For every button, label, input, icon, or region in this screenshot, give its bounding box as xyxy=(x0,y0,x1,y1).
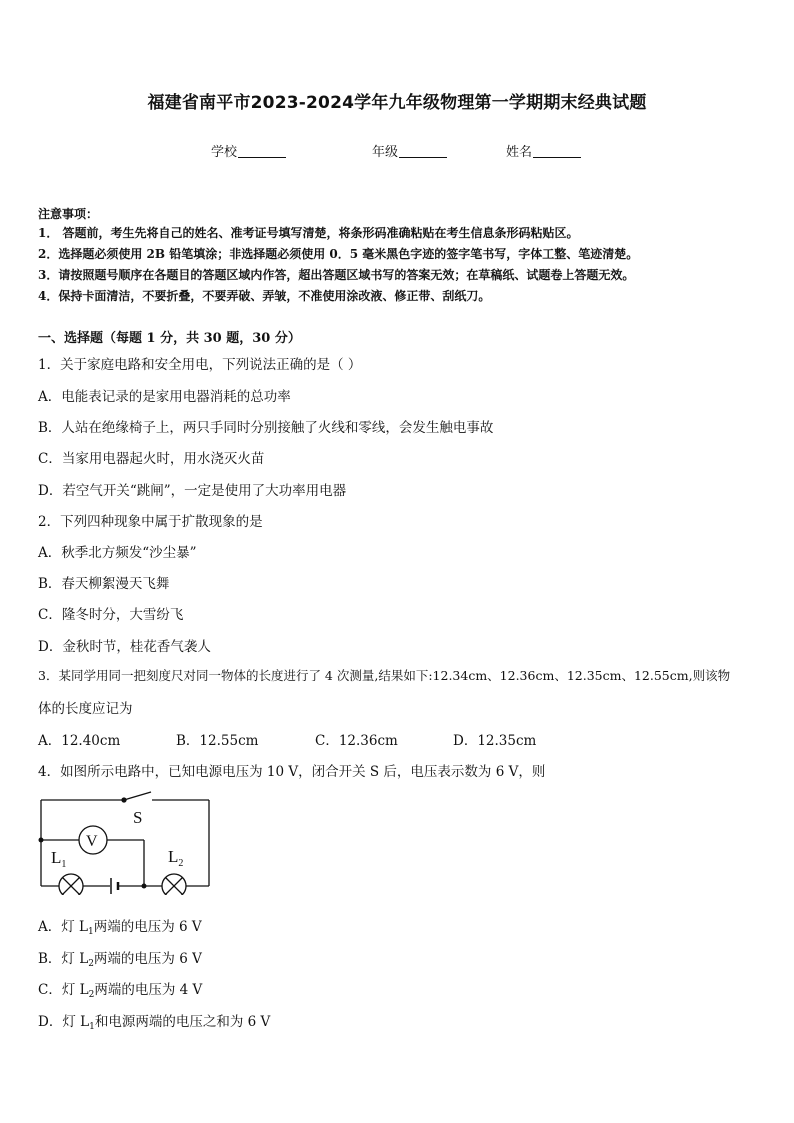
q3-option-d: D．12.35cm xyxy=(453,733,537,749)
q2-option-c: C．隆冬时分，大雪纷飞 xyxy=(38,607,184,623)
grade-label: 年级 xyxy=(372,145,399,160)
notice-item: 1． 答题前，考生先将自己的姓名、准考证号填写清楚，将条形码准确粘贴在考生信息条形码粘贴区。 xyxy=(38,226,579,240)
name-field xyxy=(506,141,581,160)
circuit-diagram xyxy=(34,790,214,895)
q2-option-a: A．秋季北方频发“沙尘暴” xyxy=(38,545,197,561)
q1-stem: 1．关于家庭电路和安全用电，下列说法正确的是（ ） xyxy=(38,357,362,373)
q1-option-b: B．人站在绝缘椅子上，两只手同时分别接触了火线和零线，会发生触电事故 xyxy=(38,420,494,436)
voltmeter-label: V xyxy=(86,833,98,850)
lamp-l1-label: $L_1$ xyxy=(51,848,67,870)
grade-blank xyxy=(399,145,447,158)
q4-option-a: A．灯 $L_1$两端的电压为 6 V xyxy=(38,919,202,937)
q1-option-c: C．当家用电器起火时，用水浇灭火苗 xyxy=(38,451,265,467)
school-field xyxy=(211,141,286,160)
section-title: 一、选择题（每题 1 分，共 30 题，30 分） xyxy=(38,331,301,346)
q3-option-c: C．12.36cm xyxy=(315,733,398,749)
q2-option-b: B．春天柳絮漫天飞舞 xyxy=(38,576,170,592)
name-label: 姓名 xyxy=(506,145,533,160)
name-blank xyxy=(533,145,581,158)
junction-dot xyxy=(142,884,147,889)
notice-heading: 注意事项： xyxy=(38,207,99,221)
lamp-l2-icon xyxy=(162,874,186,895)
junction-dot xyxy=(39,838,44,843)
q4-option-c: C．灯 $L_2$两端的电压为 4 V xyxy=(38,982,203,1000)
q3-option-b: B．12.55cm xyxy=(176,733,259,749)
q3-stem-line1: 3．某同学用同一把刻度尺对同一物体的长度进行了 4 次测量,结果如下:12.34cm、12.36cm、12.35cm、12.55cm,则该物 xyxy=(38,668,731,683)
q4-option-d: D．灯 $L_1$和电源两端的电压之和为 6 V xyxy=(38,1014,271,1032)
q3-stem-line2: 体的长度应记为 xyxy=(38,701,133,717)
switch-label: S xyxy=(133,808,143,827)
q4-option-b: B．灯 $L_2$两端的电压为 6 V xyxy=(38,951,202,969)
page-title: 福建省南平市2023-2024学年九年级物理第一学期期末经典试题 xyxy=(147,93,647,113)
grade-field xyxy=(372,141,447,160)
q3-option-a: A．12.40cm xyxy=(38,733,121,749)
q2-option-d: D．金秋时节，桂花香气袭人 xyxy=(38,639,211,655)
q1-option-d: D．若空气开关“跳闸”，一定是使用了大功率用电器 xyxy=(38,483,347,499)
lamp-l1-icon xyxy=(59,874,83,895)
q2-stem: 2．下列四种现象中属于扩散现象的是 xyxy=(38,514,263,530)
switch-lever xyxy=(124,792,151,800)
q1-option-a: A．电能表记录的是家用电器消耗的总功率 xyxy=(38,389,291,405)
school-label: 学校 xyxy=(211,145,238,160)
school-blank xyxy=(238,145,286,158)
q4-stem: 4．如图所示电路中，已知电源电压为 10 V，闭合开关 S 后，电压表示数为 6 V，则 xyxy=(38,764,546,780)
notice-item: 4．保持卡面清洁，不要折叠，不要弄破、弄皱，不准使用涂改液、修正带、刮纸刀。 xyxy=(38,289,491,303)
notice-item: 3．请按照题号顺序在各题目的答题区域内作答，超出答题区域书写的答案无效；在草稿纸、试题卷上答题无效。 xyxy=(38,268,635,282)
lamp-l2-label: $L_2$ xyxy=(168,847,184,869)
notice-item: 2．选择题必须使用 2B 铅笔填涂；非选择题必须使用 0．5 毫米黑色字迹的签字笔书写，字体工整、笔迹清楚。 xyxy=(38,247,639,261)
